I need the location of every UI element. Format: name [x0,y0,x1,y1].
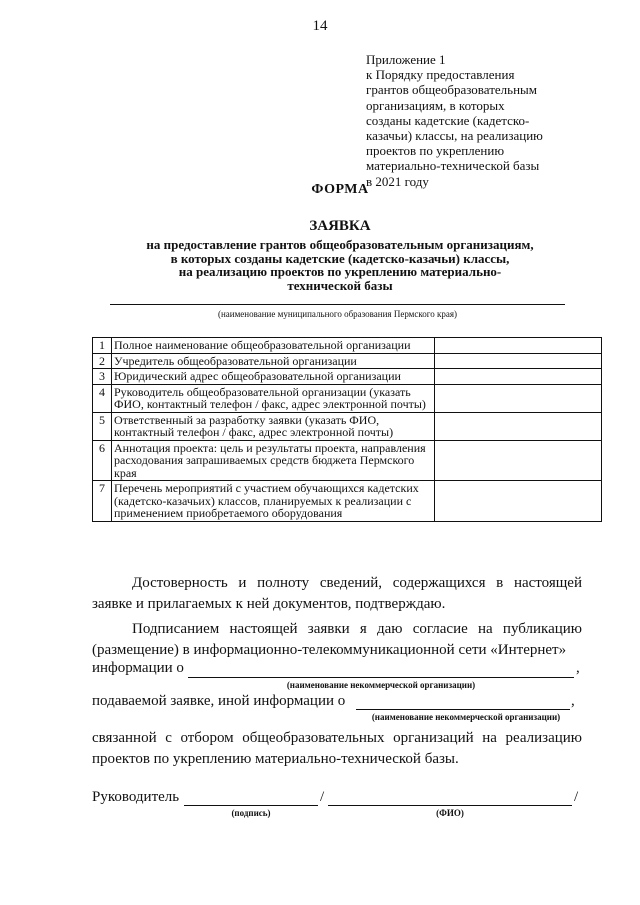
row-value-cell[interactable] [435,369,602,385]
signature-input-line[interactable] [184,805,318,806]
row-number: 1 [93,338,112,354]
row-number: 2 [93,353,112,369]
row-label: Руководитель общеобразовательной организации (указать ФИО, контактный телефон / факс, адрес электронной почты) [112,384,435,412]
signature-caption: (подпись) [231,808,271,818]
subtitle-line: технической базы [287,277,393,293]
name-input-line[interactable] [328,805,572,806]
form-label: ФОРМА [311,182,369,197]
nko-input-line[interactable] [188,677,574,678]
row-label: Юридический адрес общеобразовательной организации [112,369,435,385]
row-value-cell[interactable] [435,412,602,440]
page-number: 14 [312,18,328,34]
appendix-line: созданы кадетские (кадетско- [366,112,530,128]
row-number: 3 [93,369,112,385]
row-value-cell[interactable] [435,384,602,412]
subtitle-line: на реализацию проектов по укреплению материально- [178,264,502,279]
table-row [93,481,602,522]
appendix-line: к Порядку предоставления [366,67,515,83]
appendix-line: материально-технической базы [366,158,540,174]
row-number: 5 [93,412,112,440]
subtitle-line: на предоставление грантов общеобразовательным организациям, [146,237,534,252]
municipality-input-line[interactable] [110,304,565,305]
row-label: Учредитель общеобразовательной организации [112,353,435,369]
row-value-cell[interactable] [435,481,602,522]
row-value-cell[interactable] [435,353,602,369]
appendix-line: организациям, в которых [366,97,505,113]
comma: , [576,660,580,676]
document-subtitle [100,238,580,292]
municipality-caption: (наименование муниципального образования Пермского края) [217,309,458,319]
authenticity-paragraph: Достоверность и полноту сведений, содержащихся в настоящей заявке и прилагаемых к ней документов, подтверждаю. [92,575,582,612]
appendix-line: казачьи) классы, на реализацию [366,128,543,144]
nko-input-line-2[interactable] [356,709,570,710]
appendix-line: в 2021 году [366,173,429,189]
submitted-prefix: подаваемой заявке, иной информации о [92,693,346,709]
row-number: 7 [93,481,112,522]
signature-slash-end: / [574,789,579,805]
row-label: Ответственный за разработку заявки (указать ФИО, контактный телефон / факс, адрес электронной почты) [112,412,435,440]
name-caption: (ФИО) [436,808,464,818]
nko-caption-2: (наименование некоммерческой организации) [371,712,561,722]
row-value-cell[interactable] [435,338,602,354]
info-prefix: информации о [92,660,184,676]
appendix-line: Приложение 1 [366,52,446,67]
signature-slash: / [320,789,325,805]
table-row [93,440,602,481]
table-row [93,412,602,440]
appendix-line: проектов по укреплению [366,143,505,159]
selection-paragraph: связанной с отбором общеобразовательных организаций на реализацию проектов по укреплению материально-технической базы. [92,730,582,767]
document-title: ЗАЯВКА [309,218,371,234]
nko-caption: (наименование некоммерческой организации) [286,680,476,690]
signature-label: Руководитель [92,789,180,805]
row-value-cell[interactable] [435,440,602,481]
comma: , [571,693,575,709]
subtitle-line: в которых созданы кадетские (кадетско-казачьи) классы, [170,250,510,266]
table-row [93,369,602,385]
row-number: 4 [93,384,112,412]
table-row [93,338,602,354]
row-number: 6 [93,440,112,481]
table-row [93,353,602,369]
appendix-line: грантов общеобразовательным [366,82,537,98]
table-row [93,384,602,412]
appendix-note [366,52,616,189]
consent-paragraph: Подписанием настоящей заявки я даю согласие на публикацию (размещение) в информационно-телекоммуникационной сети «Интернет» [92,621,582,658]
row-label: Аннотация проекта: цель и результаты проекта, направления расходования запрашиваемых средств бюджета Пермского края [112,440,435,481]
row-label: Полное наименование общеобразовательной организации [112,338,435,354]
application-table [92,337,602,522]
row-label: Перечень мероприятий с участием обучающихся кадетских (кадетско-казачьих) классов, планируемых к реализации с применением приобретаемого оборудования [112,481,435,522]
